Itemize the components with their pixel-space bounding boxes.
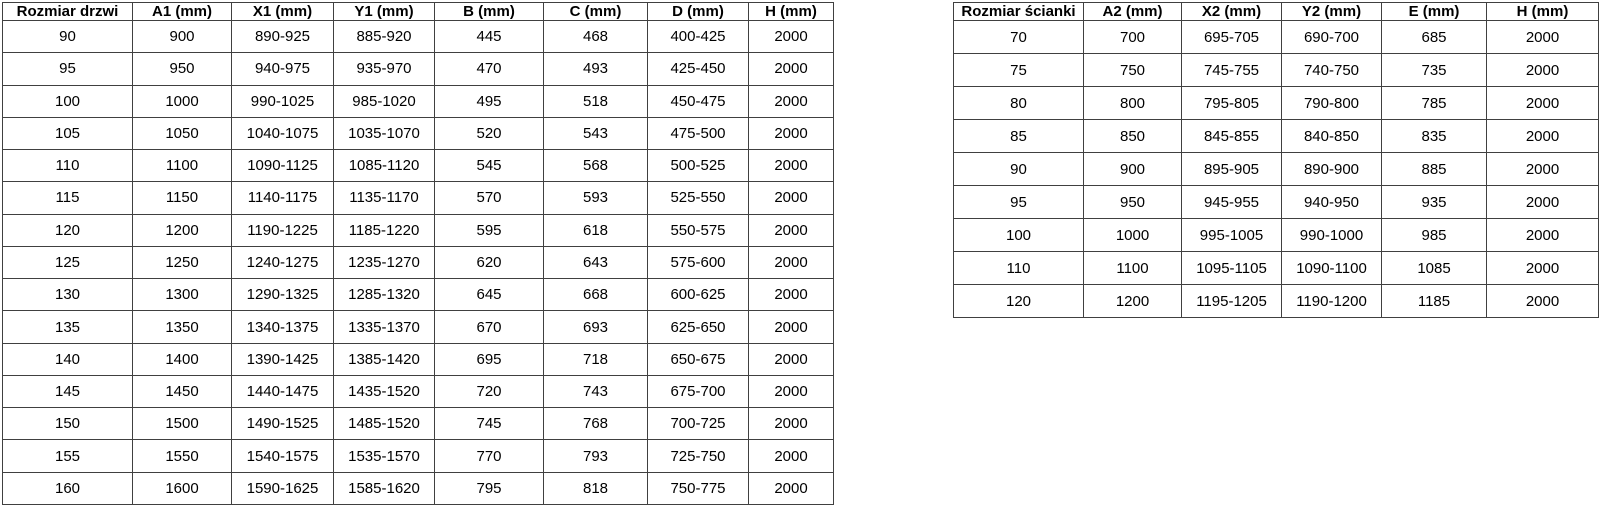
table-row <box>954 87 1599 120</box>
table-cell: 795-805 <box>1182 87 1282 120</box>
table-row <box>954 219 1599 252</box>
table-cell: 1240-1275 <box>232 246 334 278</box>
table-cell: 75 <box>954 54 1084 87</box>
table-cell: 450-475 <box>648 85 749 117</box>
table-cell: 890-925 <box>232 21 334 53</box>
table-row <box>3 21 834 53</box>
table-cell: 1350 <box>133 311 232 343</box>
table-cell: 1485-1520 <box>334 408 435 440</box>
table-cell: 625-650 <box>648 311 749 343</box>
table-cell: 643 <box>544 246 648 278</box>
table-cell: 1385-1420 <box>334 343 435 375</box>
table-cell: 1150 <box>133 182 232 214</box>
table-cell: 1040-1075 <box>232 117 334 149</box>
table-row <box>3 375 834 407</box>
table-cell: 145 <box>3 375 133 407</box>
table-cell: 725-750 <box>648 440 749 472</box>
table-cell: 568 <box>544 150 648 182</box>
column-header: A2 (mm) <box>1084 3 1182 21</box>
table-cell: 935 <box>1382 186 1487 219</box>
table-row <box>3 117 834 149</box>
table-row <box>3 53 834 85</box>
table-cell: 70 <box>954 21 1084 54</box>
table-cell: 985 <box>1382 219 1487 252</box>
table-row <box>954 54 1599 87</box>
table-cell: 890-900 <box>1282 153 1382 186</box>
table-cell: 100 <box>3 85 133 117</box>
table-cell: 155 <box>3 440 133 472</box>
table-cell: 545 <box>435 150 544 182</box>
table-row <box>3 182 834 214</box>
table-cell: 793 <box>544 440 648 472</box>
table-cell: 1035-1070 <box>334 117 435 149</box>
table-cell: 160 <box>3 472 133 504</box>
table-cell: 690-700 <box>1282 21 1382 54</box>
table-cell: 695-705 <box>1182 21 1282 54</box>
table-row <box>954 120 1599 153</box>
table-cell: 900 <box>133 21 232 53</box>
column-header: C (mm) <box>544 3 648 21</box>
column-header: Y1 (mm) <box>334 3 435 21</box>
wall-table-body <box>954 21 1599 318</box>
column-header: X1 (mm) <box>232 3 334 21</box>
table-cell: 1185-1220 <box>334 214 435 246</box>
table-cell: 845-855 <box>1182 120 1282 153</box>
table-cell: 675-700 <box>648 375 749 407</box>
table-cell: 2000 <box>1487 153 1599 186</box>
table-row <box>3 440 834 472</box>
table-cell: 130 <box>3 279 133 311</box>
table-cell: 570 <box>435 182 544 214</box>
table-cell: 645 <box>435 279 544 311</box>
table-cell: 1140-1175 <box>232 182 334 214</box>
table-cell: 1335-1370 <box>334 311 435 343</box>
table-cell: 1550 <box>133 440 232 472</box>
table-cell: 595 <box>435 214 544 246</box>
table-cell: 2000 <box>1487 186 1599 219</box>
table-cell: 2000 <box>1487 54 1599 87</box>
table-cell: 1085 <box>1382 252 1487 285</box>
table-cell: 840-850 <box>1282 120 1382 153</box>
table-cell: 740-750 <box>1282 54 1382 87</box>
table-cell: 743 <box>544 375 648 407</box>
table-row <box>3 246 834 278</box>
table-cell: 900 <box>1084 153 1182 186</box>
table-cell: 1535-1570 <box>334 440 435 472</box>
column-header: A1 (mm) <box>133 3 232 21</box>
table-cell: 1100 <box>1084 252 1182 285</box>
door-table-body <box>3 21 834 505</box>
table-cell: 90 <box>954 153 1084 186</box>
table-cell: 110 <box>3 150 133 182</box>
table-cell: 940-975 <box>232 53 334 85</box>
table-cell: 1590-1625 <box>232 472 334 504</box>
wall-table-header <box>954 3 1599 21</box>
table-cell: 1195-1205 <box>1182 285 1282 318</box>
table-row <box>3 472 834 504</box>
table-cell: 2000 <box>749 214 834 246</box>
table-cell: 1540-1575 <box>232 440 334 472</box>
table-cell: 85 <box>954 120 1084 153</box>
table-cell: 785 <box>1382 87 1487 120</box>
header-row <box>3 3 834 21</box>
table-row <box>954 21 1599 54</box>
table-cell: 2000 <box>749 279 834 311</box>
table-cell: 110 <box>954 252 1084 285</box>
table-row <box>3 408 834 440</box>
table-row <box>954 186 1599 219</box>
table-cell: 1450 <box>133 375 232 407</box>
column-header: D (mm) <box>648 3 749 21</box>
table-cell: 105 <box>3 117 133 149</box>
table-cell: 1190-1225 <box>232 214 334 246</box>
table-cell: 593 <box>544 182 648 214</box>
table-cell: 885-920 <box>334 21 435 53</box>
table-cell: 120 <box>954 285 1084 318</box>
column-header: Rozmiar ścianki <box>954 3 1084 21</box>
table-cell: 2000 <box>1487 285 1599 318</box>
table-cell: 995-1005 <box>1182 219 1282 252</box>
table-cell: 945-955 <box>1182 186 1282 219</box>
table-cell: 700 <box>1084 21 1182 54</box>
table-cell: 550-575 <box>648 214 749 246</box>
table-cell: 850 <box>1084 120 1182 153</box>
table-cell: 115 <box>3 182 133 214</box>
table-cell: 400-425 <box>648 21 749 53</box>
table-cell: 895-905 <box>1182 153 1282 186</box>
table-cell: 835 <box>1382 120 1487 153</box>
table-cell: 125 <box>3 246 133 278</box>
table-cell: 495 <box>435 85 544 117</box>
table-cell: 470 <box>435 53 544 85</box>
table-cell: 990-1000 <box>1282 219 1382 252</box>
table-cell: 1390-1425 <box>232 343 334 375</box>
table-cell: 1185 <box>1382 285 1487 318</box>
table-cell: 1340-1375 <box>232 311 334 343</box>
column-header: Y2 (mm) <box>1282 3 1382 21</box>
table-cell: 1050 <box>133 117 232 149</box>
table-cell: 1000 <box>1084 219 1182 252</box>
table-cell: 2000 <box>1487 87 1599 120</box>
table-cell: 2000 <box>749 343 834 375</box>
wall-panel-size-dimensions-table <box>953 2 1599 318</box>
table-cell: 500-525 <box>648 150 749 182</box>
table-cell: 745 <box>435 408 544 440</box>
table-cell: 795 <box>435 472 544 504</box>
table-row <box>3 150 834 182</box>
table-cell: 1200 <box>133 214 232 246</box>
table-cell: 668 <box>544 279 648 311</box>
table-cell: 2000 <box>749 375 834 407</box>
table-cell: 1090-1100 <box>1282 252 1382 285</box>
table-cell: 575-600 <box>648 246 749 278</box>
table-cell: 1300 <box>133 279 232 311</box>
table-cell: 1285-1320 <box>334 279 435 311</box>
table-row <box>3 311 834 343</box>
table-cell: 90 <box>3 21 133 53</box>
table-cell: 518 <box>544 85 648 117</box>
table-cell: 140 <box>3 343 133 375</box>
table-row <box>3 214 834 246</box>
table-cell: 718 <box>544 343 648 375</box>
table-cell: 1400 <box>133 343 232 375</box>
table-cell: 1085-1120 <box>334 150 435 182</box>
table-cell: 1135-1170 <box>334 182 435 214</box>
table-row <box>954 285 1599 318</box>
table-cell: 1000 <box>133 85 232 117</box>
table-row <box>3 85 834 117</box>
table-cell: 95 <box>3 53 133 85</box>
table-cell: 475-500 <box>648 117 749 149</box>
table-cell: 735 <box>1382 54 1487 87</box>
header-row <box>954 3 1599 21</box>
table-cell: 1490-1525 <box>232 408 334 440</box>
table-cell: 100 <box>954 219 1084 252</box>
table-cell: 468 <box>544 21 648 53</box>
table-cell: 80 <box>954 87 1084 120</box>
table-cell: 493 <box>544 53 648 85</box>
table-cell: 120 <box>3 214 133 246</box>
table-cell: 1250 <box>133 246 232 278</box>
table-cell: 525-550 <box>648 182 749 214</box>
table-cell: 425-450 <box>648 53 749 85</box>
table-cell: 745-755 <box>1182 54 1282 87</box>
table-cell: 2000 <box>749 85 834 117</box>
table-cell: 670 <box>435 311 544 343</box>
table-row <box>954 153 1599 186</box>
table-cell: 150 <box>3 408 133 440</box>
table-cell: 1435-1520 <box>334 375 435 407</box>
column-header: E (mm) <box>1382 3 1487 21</box>
table-cell: 2000 <box>749 408 834 440</box>
table-cell: 1440-1475 <box>232 375 334 407</box>
table-cell: 768 <box>544 408 648 440</box>
table-cell: 750 <box>1084 54 1182 87</box>
table-cell: 1600 <box>133 472 232 504</box>
table-cell: 885 <box>1382 153 1487 186</box>
table-cell: 770 <box>435 440 544 472</box>
table-cell: 1235-1270 <box>334 246 435 278</box>
table-cell: 685 <box>1382 21 1487 54</box>
table-row <box>954 252 1599 285</box>
table-cell: 818 <box>544 472 648 504</box>
table-cell: 2000 <box>749 246 834 278</box>
door-table-header <box>3 3 834 21</box>
column-header: X2 (mm) <box>1182 3 1282 21</box>
table-cell: 543 <box>544 117 648 149</box>
table-cell: 790-800 <box>1282 87 1382 120</box>
table-cell: 2000 <box>749 117 834 149</box>
table-cell: 1100 <box>133 150 232 182</box>
table-cell: 1200 <box>1084 285 1182 318</box>
table-cell: 1190-1200 <box>1282 285 1382 318</box>
table-cell: 985-1020 <box>334 85 435 117</box>
table-cell: 2000 <box>749 53 834 85</box>
table-cell: 2000 <box>749 21 834 53</box>
table-row <box>3 343 834 375</box>
table-row <box>3 279 834 311</box>
table-cell: 1095-1105 <box>1182 252 1282 285</box>
table-cell: 620 <box>435 246 544 278</box>
table-cell: 95 <box>954 186 1084 219</box>
table-cell: 695 <box>435 343 544 375</box>
table-cell: 990-1025 <box>232 85 334 117</box>
table-cell: 2000 <box>749 472 834 504</box>
table-cell: 135 <box>3 311 133 343</box>
table-cell: 1290-1325 <box>232 279 334 311</box>
table-cell: 950 <box>1084 186 1182 219</box>
table-cell: 2000 <box>1487 21 1599 54</box>
table-cell: 935-970 <box>334 53 435 85</box>
table-cell: 1500 <box>133 408 232 440</box>
table-cell: 720 <box>435 375 544 407</box>
table-cell: 750-775 <box>648 472 749 504</box>
table-cell: 800 <box>1084 87 1182 120</box>
table-cell: 700-725 <box>648 408 749 440</box>
table-cell: 445 <box>435 21 544 53</box>
table-cell: 600-625 <box>648 279 749 311</box>
table-cell: 520 <box>435 117 544 149</box>
table-cell: 1585-1620 <box>334 472 435 504</box>
table-cell: 1090-1125 <box>232 150 334 182</box>
table-cell: 650-675 <box>648 343 749 375</box>
door-size-dimensions-table <box>2 2 834 505</box>
table-cell: 2000 <box>1487 219 1599 252</box>
table-cell: 2000 <box>749 311 834 343</box>
column-header: H (mm) <box>1487 3 1599 21</box>
table-cell: 940-950 <box>1282 186 1382 219</box>
table-cell: 2000 <box>1487 120 1599 153</box>
table-cell: 2000 <box>749 182 834 214</box>
table-cell: 2000 <box>749 440 834 472</box>
table-cell: 950 <box>133 53 232 85</box>
table-cell: 693 <box>544 311 648 343</box>
table-cell: 618 <box>544 214 648 246</box>
column-header: Rozmiar drzwi <box>3 3 133 21</box>
table-cell: 2000 <box>749 150 834 182</box>
column-header: H (mm) <box>749 3 834 21</box>
column-header: B (mm) <box>435 3 544 21</box>
table-cell: 2000 <box>1487 252 1599 285</box>
